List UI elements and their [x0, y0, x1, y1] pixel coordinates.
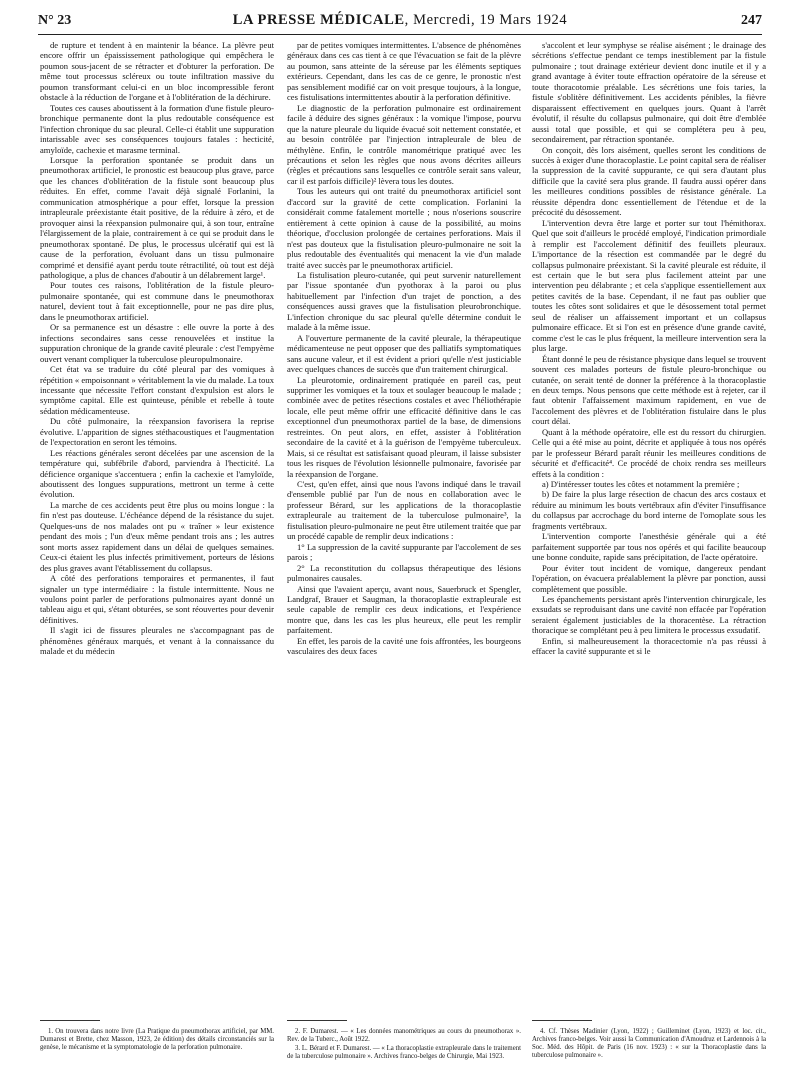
journal-name: LA PRESSE MÉDICALE — [232, 12, 405, 28]
page-number: 247 — [741, 13, 762, 28]
paragraph: A côté des perforations temporaires et permanentes, il faut signaler un type intermédiaire : la fistule intermittente. Nous ne voulons point parler de perforations pulmonaires ayant donné un tableau aigu et qui, s'étant obturées, se sont réouvertes pour devenir définitives. — [40, 573, 274, 625]
paragraph: Toutes ces causes aboutissent à la formation d'une fistule pleuro-bronchique permanente dont la plus redoutable conséquence est l'infection chronique du sac pleural. Celle-ci établit une suppuration intarissable avec ses conséquences toujours fatales : hecticité, amyloïde, cachexie et marasme terminal. — [40, 102, 274, 155]
paragraph: Tous les auteurs qui ont traité du pneumothorax artificiel sont d'accord sur la gravité de cette complication. Forlanini la considérait comme fatalement mortelle ; nous n'oserions souscrire entièrement à cette opinion à cause de la possibilité, au moins théorique, d'occlusion prolongée de certaines perforations. Mais il n'est pas douteux que la fistulisation pleuro-pulmonaire ne soit la plus redoutable des éventualités qui menacent la vie d'un malade traité avec succès par le pneumothorax artificiel. — [287, 186, 521, 270]
footnote-rule — [287, 1020, 347, 1021]
paragraph: Il s'agit ici de fissures pleurales ne s'accompagnant pas de phénomènes généraux marqués, et venant à la connaissance du malade et du médecin — [40, 625, 274, 657]
paragraph: s'accolent et leur symphyse se réalise aisément ; le drainage des sécrétions s'effectue pendant ce temps inestiblement par la fistule pulmonaire ; tout drainage extérieur devient donc inutile et il y a grand avantage à éviter toute effraction opératoire de la séreuse et toute thoracotomie préalable. Les sécrétions une fois taries, la fistule s'oblitère définitivement. Les accidents pénibles, la fièvre disparaissent effectivement en quelques jours. Quant à l'arrêt évolutif, il résulte du collapsus pulmonaire, qui doit être d'emblée aussi total que possible, et qui se complétera peu à peu, secondairement, par rétraction spontanée. — [532, 40, 766, 145]
paragraph: La fistulisation pleuro-cutanée, qui peut survenir naturellement par l'issue spontanée d'un pyothorax à la paroi ou plus habituellement par l'infection d'un trajet de ponction, a des conséquences aussi graves que la fistulisation pleurobronchique. L'infection chronique du sac pleural qu'elle détermine conduit le malade à la même issue. — [287, 269, 521, 333]
paragraph: a) D'intéresser toutes les côtes et notamment la première ; — [542, 479, 740, 490]
footnote: 1. On trouvera dans notre livre (La Pratique du pneumothorax artificiel, par MM. Dumarest et Brette, chez Masson, 1923, 2e édition) des détails circonstanciés sur la genèse, le mécanisme et la symptomatologie de la perforation pulmonaire. — [40, 1028, 274, 1052]
footnotes-column-3 — [532, 1028, 766, 1061]
paragraph: Lorsque la perforation spontanée se produit dans un pneumothorax artificiel, le pronostic est beaucoup plus grave, parce que les chances d'oblitération de la fistule sont beaucoup plus réduites. En effet, comme l'avait déjà signalé Forlanini, la communication atmosphérique a pour effet, lorsque la pression intrapleurale préexistante était positive, de la réduire à zéro, et de provoquer ainsi la réexpansion pulmonaire qui, à son tour, entraîne l'élargissement de la plaie, contrairement à ce qui se produit dans le pneumothorax spontané. De plus, le processus ulcératif qui est là cause de la perforation, évoluant dans un tissu pulmonaire comprimé et densifié ayant perdu toute rétractilité, où tout est déjà pathologique, a plus de chances d'aboutir à un délabrement large¹. — [40, 154, 274, 280]
paragraph: La marche de ces accidents peut être plus ou moins longue : la fin n'est pas douteuse. L'échéance dépend de la résistance du sujet. Quelques-uns de nos malades ont pu « traîner » leur existence pendant des mois ; l'un d'eux même pendant trois ans ; les autres sont morts assez rapidement dans un délai de quelques semaines. Ceux-ci étaient les plus infectés primitivement, porteurs de lésions des plus graves avant l'établissement du collapsus. — [40, 499, 274, 573]
paragraph: Les épanchements persistant après l'intervention chirurgicale, les exsudats se reproduisant dans une cavité non effacée par l'opération seraient également justiciables de la thoracentèse. La rétraction thoracique se complétant peu à peu limitera le processus exsudatif. — [532, 594, 766, 636]
footnotes-column-1 — [40, 1028, 274, 1053]
footnote: 2. F. Dumarest. — « Les données manométriques au cours du pneumothorax ». Rev. de la Tuberc., Août 1922. — [287, 1028, 521, 1044]
paragraph: L'intervention devra être large et porter sur tout l'hémithorax. Quel que soit d'ailleurs le procédé employé, l'indication primordiale à remplir est l'accolement définitif des feuillets pleuraux. L'importance de la résection est commandée par le degré du collapsus pulmonaire préexistant. Si la cavité pleurale est réduite, il est certain que le but sera plus facilement atteint par une intervention peu délabrante ; et cela s'applique essentiellement aux petites cavités de la base. Cependant, il ne faut pas oublier que toutes les côtes sont solidaires et que le désossement total permet seul de réaliser un affaissement important et un collapsus pulmonaire efficace. Et si l'on est en présence d'une grande cavité, comme c'est le cas le plus fréquent, la meilleure intervention sera la plus large. — [532, 217, 766, 354]
footnotes-column-2 — [287, 1028, 521, 1062]
paragraph: Enfin, si malheureusement la thoracectomie n'a pas réussi à effacer la cavité suppurante et si le — [532, 635, 766, 657]
footnote: 4. Cf. Thèses Madinier (Lyon, 1922) ; Guilleminet (Lyon, 1923) et loc. cit., Archives franco-belges. Voir aussi la Communication d'Amoudruz et Lardennois à la Soc. Méd. des Hôpit. de Paris (16 nov. 1923) : « sur la Thoracoplastie dans la tuberculose pulmonaire ». — [532, 1028, 766, 1060]
paragraph: par de petites vomiques intermittentes. L'absence de phénomènes généraux dans ces cas tient à ce que l'évacuation se fait de la plèvre au poumon, sans atteinte de la séreuse par les éléments septiques extérieurs. Cependant, dans les cas de ce genre, le pronostic n'est pas sensiblement modifié car on voit presque toujours, à la longue, ces fistulisations intermittentes aboutir à la perforation définitive. — [287, 40, 521, 103]
paragraph: En effet, les parois de la cavité une fois affrontées, les bourgeons vasculaires des deux faces — [287, 635, 521, 657]
paragraph: de rupture et tendent à en maintenir la béance. La plèvre peut encore offrir un épaississement pathologique qui empêchera le poumon sous-jacent de se rétracter et d'obturer la perforation. De même tout processus scléreux ou toute infiltration massive du poumon transformant celui-ci en un bloc incompressible feront obstacle à la réduction de l'organe et à l'oblitération de la déchirure. — [40, 40, 274, 103]
paragraph: Or sa permanence est un désastre : elle ouvre la porte à des infections secondaires sans cesse renouvelées et institue la suppuration chronique de la grande cavité pleurale : c'est l'empyème ouvert venant compliquer la tuberculose pleuropulmonaire. — [40, 322, 274, 364]
paragraph: Cet état va se traduire du côté pleural par des vomiques à répétition « empoisonnant » véritablement la vie du malade. La toux incessante que nécessite l'effort constant d'expulsion est alors le symptôme capital. Elle est quinteuse, pénible et rebelle à toute sédation médicamenteuse. — [40, 364, 274, 416]
paragraph: Ainsi que l'avaient aperçu, avant nous, Sauerbruck et Spengler, Landgraf, Brauer et Saugman, la thoracoplastie extrapleurale est seule capable de remplir ces deux indications, et l'expérience montre que, dans les cas les plus heureux, elle peut les remplir parfaitement. — [287, 583, 521, 636]
text-column-3 — [532, 40, 766, 980]
text-column-1 — [40, 40, 274, 980]
paragraph: Étant donné le peu de résistance physique dans lequel se trouvent souvent ces malades porteurs de fistule pleuro-bronchique ou cutanée, on serait tenté de donner la préférence à la thoracoplastie en deux temps. Nous pensons que cette méthode est à rejeter, car il faut obtenir l'affaissement maximum rapidement, en vue de l'accolement des plèvres et de l'oblitération fistulaire dans le plus court délai. — [532, 353, 766, 427]
paragraph: Quant à la méthode opératoire, elle est du ressort du chirurgien. Celle qui a été mise au point, décrite et appliquée à tous nos opérés par le professeur Bérard paraît réunir les meilleures conditions de sécurité et d'efficacité⁴. Ce procédé de choix rendra ses meilleurs effets à la condition : — [532, 426, 766, 479]
paragraph: On conçoit, dès lors aisément, quelles seront les conditions de succès à exiger d'une thoracoplastie. Le point capital sera de réaliser la suppression de la cavité suppurante, ce qui sera d'autant plus difficile que la cavité sera plus grande. Il faudra aussi opérer dans les meilleures conditions possibles de résistance générale. La réussite dépendra donc essentiellement de l'étendue et de la précocité du désossement. — [532, 144, 766, 218]
journal-title-line — [38, 12, 762, 29]
paragraph: L'intervention comporte l'anesthésie générale qui a été parfaitement supportée par tous nos opérés et qui facilite beaucoup une bonne conduite, rapide sans précipitation, de l'acte opératoire. — [532, 531, 766, 563]
paragraph: Le diagnostic de la perforation pulmonaire est ordinairement facile à déduire des signes généraux : la vomique l'impose, pourvu que la nature pleurale du liquide évacué soit nettement constatée, et au besoin contrôlée par l'injection intrapleurale de bleu de méthylène. Enfin, le contrôle manométrique pratiqué avec les précautions et selon les règles que nous avons décrites ailleurs (règles et précautions sans lesquelles ce contrôle serait sans valeur, car il est parfois difficile)² lèvera tous les doutes. — [287, 102, 521, 186]
paragraph: A l'ouverture permanente de la cavité pleurale, la thérapeutique médicamenteuse ne peut opposer que des palliatifs symptomatiques sans aucune valeur, et il est évident a priori qu'elle n'est justiciable avec quelques chances de succès que d'un traitement chirurgical. — [287, 332, 521, 375]
issue-date: , Mercredi, 19 Mars 1924 — [404, 12, 568, 28]
issue-number: N° 23 — [38, 13, 72, 28]
paragraph: Du côté pulmonaire, la réexpansion favorisera la reprise évolutive. L'apparition de signes stéthacoustiques et l'augmentation de l'expectoration en seront les témoins. — [40, 416, 274, 448]
paragraph: b) De faire la plus large résection de chacun des arcs costaux et réduire au minimum les bouts vertébraux afin d'éviter l'insuffisance du collapsus par accrochage du bord interne de l'omoplate sous les fragments vertébraux. — [532, 489, 766, 531]
footnote-rule — [40, 1020, 100, 1021]
footnote: 3. L. Bérard et F. Dumarest. — « La thoracoplastie extrapleurale dans le traitement de la tuberculose pulmonaire ». Archives franco-belges de Chirurgie, Mai 1923. — [287, 1045, 521, 1061]
paragraph: C'est, qu'en effet, ainsi que nous l'avons indiqué dans le travail d'ensemble publié par l'un de nous en collaboration avec le professeur Bérard, sur les applications de la thoracoplastie extrapleurale au traitement de la tuberculose pulmonaire³, la fistulisation pleuro-pulmonaire ne peut être utilement traitée que par un procédé capable de remplir deux indications : — [287, 479, 521, 542]
paragraph: Pour toutes ces raisons, l'oblitération de la fistule pleuro-pulmonaire spontanée, qui est commune dans le pneumothorax naturel, devient tout à fait exceptionnelle, pour ne pas dire plus, dans le pneumothorax artificiel. — [40, 280, 274, 322]
text-column-2 — [287, 40, 521, 980]
paragraph: La pleurotomie, ordinairement pratiquée en pareil cas, peut supprimer les vomiques et la toux et soulager beaucoup le malade ; combinée avec de petites résections costales et avec l'héliothérapie locale, elle peut même offrir une efficacité définitive dans le cas exceptionnel d'un pneumothorax partiel de la base, de dimensions restreintes. On peut alors, en effet, assister à l'oblitération secondaire de la cavité et à la guérison de l'empyème tuberculeux. Mais, si ce résultat est satisfaisant quoad pleuram, il laisse subsister tous les risques de l'évolution lésionnelle pulmonaire, favorisée par la réexpansion de l'organe. — [287, 374, 521, 479]
page-header — [38, 10, 762, 35]
paragraph: Pour éviter tout incident de vomique, dangereux pendant l'opération, on évacuera préalablement la plèvre par ponction, aussi complètement que possible. — [532, 562, 766, 594]
paragraph: 1° La suppression de la cavité suppurante par l'accolement de ses parois ; — [287, 541, 521, 563]
paragraph: 2° La reconstitution du collapsus thérapeutique des lésions pulmonaires causales. — [287, 562, 521, 584]
paragraph: Les réactions générales seront décelées par une ascension de la température qui, subfébrile d'abord, parviendra à l'hecticité. La déficience organique s'accentuera ; enfin la cachexie et l'amyloïde, aboutissent des longues suppurations, mettront un terme à cette évolution. — [40, 447, 274, 500]
footnote-rule — [532, 1020, 592, 1021]
